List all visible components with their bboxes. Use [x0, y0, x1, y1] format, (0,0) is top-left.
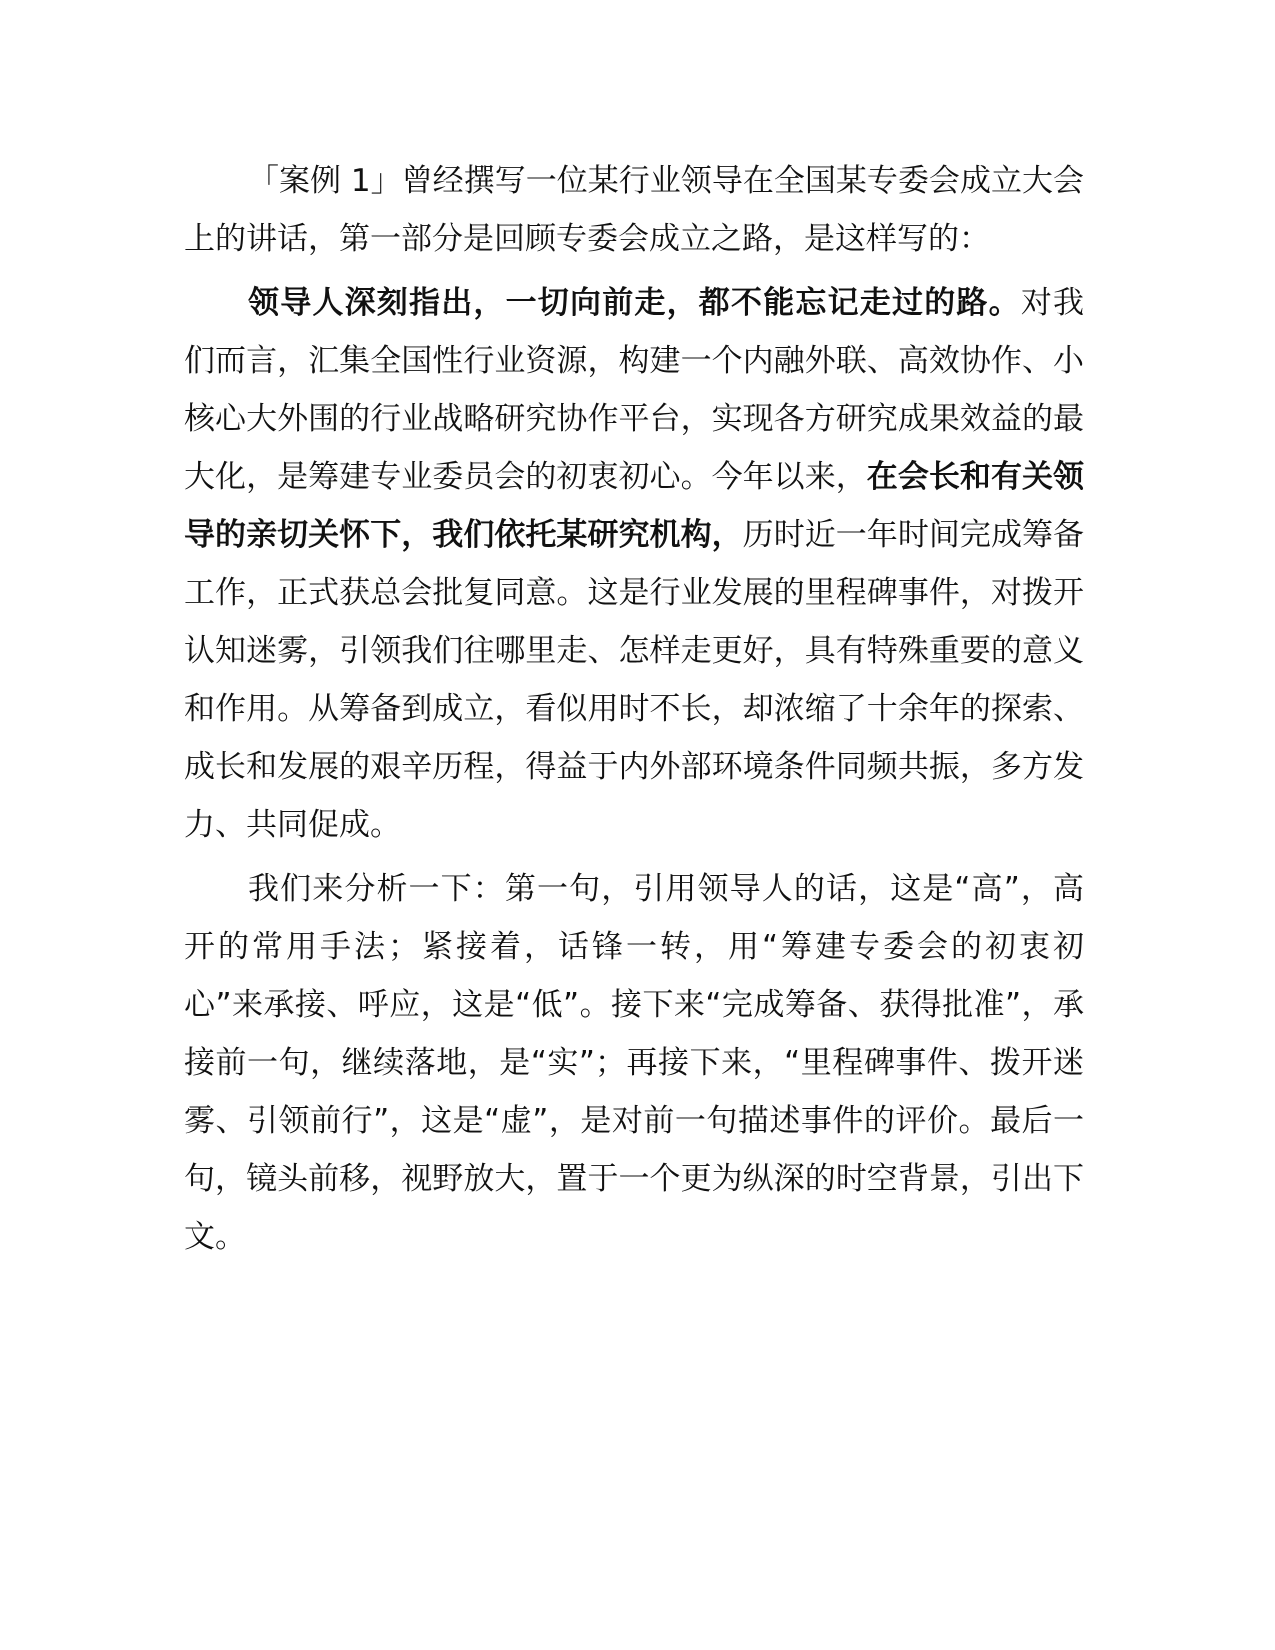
paragraph-analysis: [184, 860, 1084, 1266]
bold-quote-care: 在会长和有关领导的亲切关怀下，我们依托某研究机构，: [184, 459, 1085, 553]
paragraph-text: 历时近一年时间完成筹备工作，正式获总会批复同意。这是行业发展的里程碑事件，对拨开认知迷雾，引领我们往哪里走、怎样走更好，具有特殊重要的意义和作用。从筹备到成立，看似用时不长，却浓缩了十余年的探索、成长和发展的艰辛历程，得益于内外部环境条件同频共振，多方发力、共同促成。: [184, 517, 1085, 843]
paragraph-speech-excerpt: [184, 274, 1084, 854]
bold-quote-leader: 领导人深刻指出，一切向前走，都不能忘记走过的路。: [248, 285, 1021, 321]
document-body: [184, 152, 1084, 1268]
paragraph-text: 对我们而言，汇集全国性行业资源，构建一个内融外联、高效协作、小核心大外围的行业战略研究协作平台，实现各方研究成果效益的最大化，是筹建专业委员会的初衷初心。今年以来，: [184, 285, 1085, 495]
paragraph-text: 「案例 1」曾经撰写一位某行业领导在全国某专委会成立大会上的讲话，第一部分是回顾专委会成立之路，是这样写的：: [184, 163, 1084, 257]
paragraph-case-intro: [184, 152, 1084, 268]
paragraph-text: 我们来分析一下：第一句，引用领导人的话，这是“高”，高开的常用手法；紧接着，话锋一转，用“筹建专委会的初衷初心”来承接、呼应，这是“低”。接下来“完成筹备、获得批准”，承接前一句，继续落地，是“实”；再接下来，“里程碑事件、拨开迷雾、引领前行”，这是“虚”，是对前一句描述事件的评价。最后一句，镜头前移，视野放大，置于一个更为纵深的时空背景，引出下文。: [184, 871, 1084, 1255]
